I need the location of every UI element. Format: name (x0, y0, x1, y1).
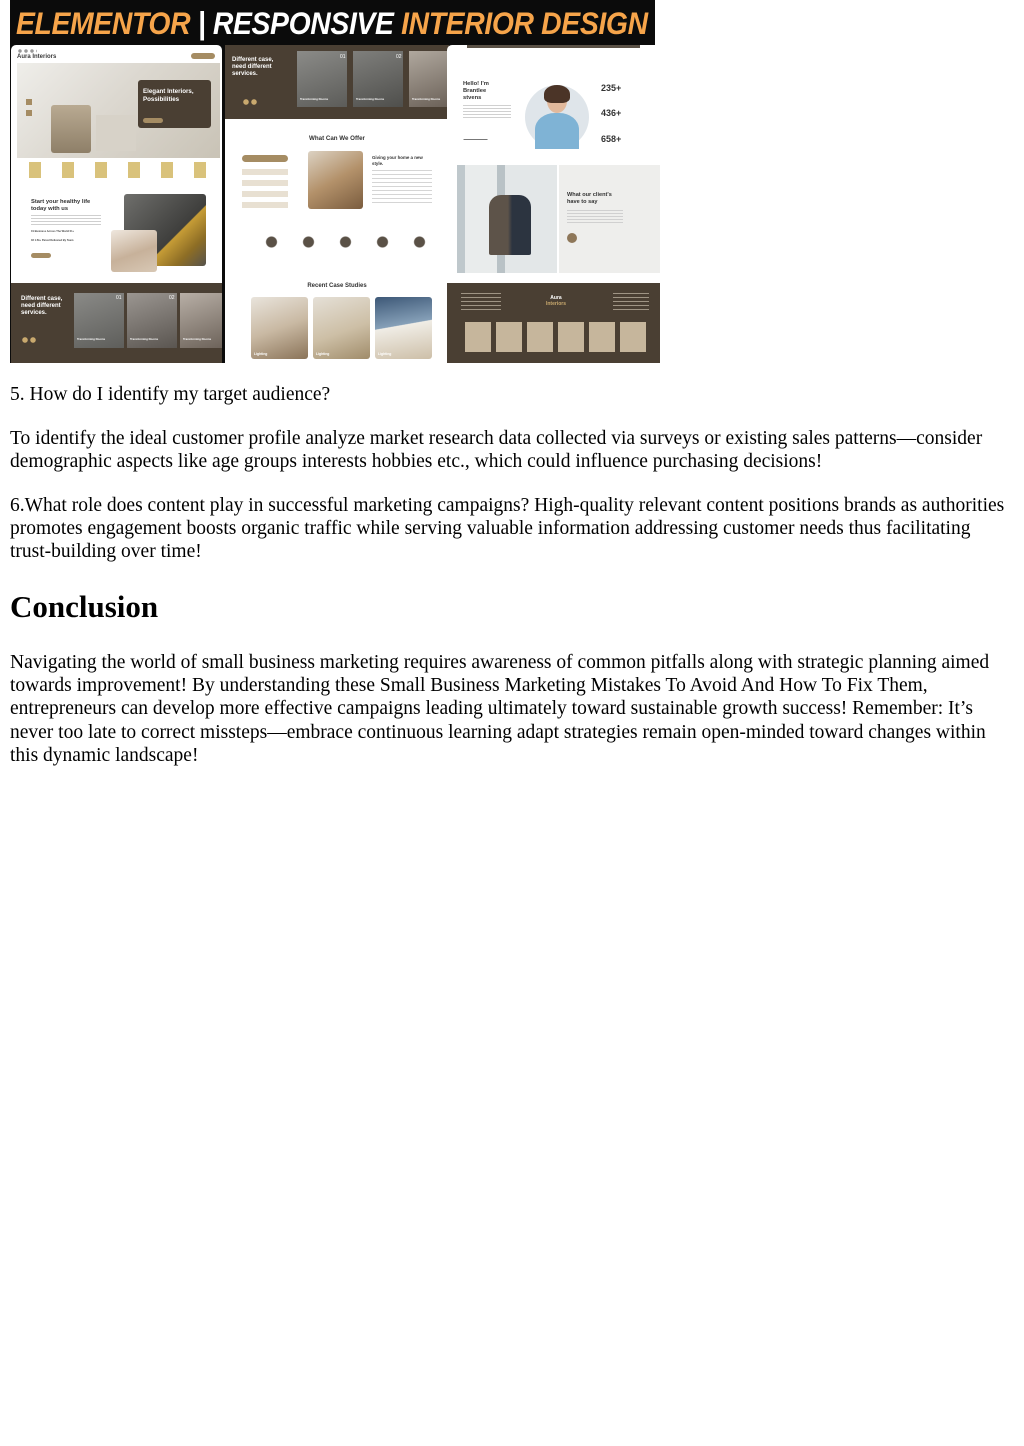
mock-hero-title-2: Possibilities (143, 96, 180, 103)
right-stat-1: 235+ (601, 83, 622, 93)
mock-card-label-2: Transforming Rooms (130, 337, 159, 341)
mid-services-dots (242, 99, 258, 105)
mock-stat-1: 01 Business Across The World 01+ (31, 230, 75, 233)
mid-card-number-1: 01 (340, 54, 346, 60)
mock-hero-table (96, 115, 136, 151)
conclusion-heading: Conclusion (10, 589, 159, 624)
question-5: 5. How do I identify my target audience? (10, 384, 331, 405)
mid-case-label-2: Lighting (316, 352, 330, 356)
mid-case-label-3: Lighting (378, 352, 392, 356)
mock-hero-arrow-left (26, 99, 32, 105)
left-mockup (11, 45, 222, 363)
mid-card-number-2: 02 (396, 54, 402, 60)
right-portrait-hair (544, 85, 570, 103)
mock-section-title-2: today with us (31, 206, 69, 212)
right-testimonial-1: What our client's (567, 192, 612, 198)
right-testimonial-text (567, 210, 623, 224)
headline-interior-design: INTERIOR DESIGN (401, 5, 648, 41)
middle-mockup (225, 45, 449, 363)
right-hello-1: Hello! I'm (463, 81, 489, 87)
mock-logo-row (29, 162, 209, 178)
mid-case-label-1: Lighting (254, 352, 268, 356)
mock-hero-button (143, 118, 163, 123)
banner-headline (16, 3, 782, 43)
banner-image (10, 0, 782, 363)
mock-brand: Aura Interiors (17, 54, 57, 60)
right-footer-gallery (465, 322, 651, 352)
mid-awards-row (253, 233, 429, 251)
right-testimonial-avatar (567, 233, 577, 243)
right-hello-text (463, 105, 511, 119)
headline-elementor: ELEMENTOR (16, 5, 191, 41)
mid-offer-photo (308, 151, 363, 209)
mock-hero-arrow-right (26, 110, 32, 116)
right-office-people (489, 195, 531, 255)
browser-dots (17, 49, 37, 53)
mid-offer-title: What Can We Offer (309, 135, 365, 142)
mock-section-button (31, 253, 51, 258)
right-footer-links-left (461, 293, 501, 313)
mock-services-dots (21, 337, 37, 343)
mid-case-photo-2 (313, 297, 370, 359)
mid-case-title: Recent Case Studies (307, 283, 367, 289)
mid-services-2: need different (232, 64, 272, 70)
right-footer-brand-1: Aura (550, 295, 562, 301)
mid-offer-tab-active (242, 155, 288, 162)
right-top-strip (467, 45, 640, 48)
right-stat-2: 436+ (601, 108, 622, 118)
mid-offer-tabs (242, 166, 288, 208)
mid-offer-list (372, 170, 432, 206)
question-6: 6.What role does content play in successful marketing campaigns? High-quality relevant content positions brands as authorities promotes engagement boosts organic traffic while serving valuable information addressing customer needs thus facilitating trust-building over time! (10, 495, 1005, 563)
right-footer-links-right (613, 293, 649, 313)
mid-offer-sub-1: Giving your home a new (372, 155, 423, 160)
mid-card-label-1: Transforming Rooms (300, 97, 329, 101)
mock-section-title-1: Start your healthy life (31, 199, 91, 205)
mock-card-number-2: 02 (169, 295, 175, 301)
mid-card-label-3: Transforming Rooms (412, 97, 441, 101)
mid-case-photo-1 (251, 297, 308, 359)
answer-5: To identify the ideal customer profile analyze market research data collected via surveys or existing sales patterns—consider demographic aspects like age groups interests hobbies etc., which could influence purchasing decisions! (10, 428, 983, 473)
mock-hero-title-1: Elegant Interiors, (143, 88, 194, 95)
mock-card-label-1: Transforming Rooms (77, 337, 106, 341)
mock-services-3: services. (21, 310, 47, 316)
mid-services-1: Different case, (232, 57, 274, 63)
mock-stat-2: 02 1.5k+ Parcel Delivered By Team (31, 239, 74, 242)
mock-card-label-3: Transforming Rooms (183, 337, 212, 341)
right-stat-3: 658+ (601, 134, 622, 144)
right-hello-2: Brantlee (463, 88, 487, 94)
mid-offer-sub-2: style. (372, 161, 384, 166)
right-signature (463, 131, 490, 140)
mock-section-photo-small (111, 230, 157, 272)
mock-nav-button (191, 53, 215, 59)
mock-section-text (31, 215, 101, 227)
right-portrait-body (535, 113, 579, 149)
mock-services-2: need different (21, 303, 61, 309)
mid-services-3: services. (232, 71, 258, 77)
mid-card-label-2: Transforming Rooms (356, 97, 385, 101)
headline-responsive: | RESPONSIVE (190, 5, 402, 41)
right-testimonial-2: have to say (567, 199, 598, 205)
headline-website: WEBSITE (647, 5, 782, 41)
mock-hero-chair (51, 105, 91, 153)
conclusion-body: Navigating the world of small business marketing requires awareness of common pitfalls along with strategic planning aimed towards improvement! By understanding these Small Business Marketing Mistakes To Avoid And How To Fix Them, entrepreneurs can develop more effective campaigns leading ultimately toward sustainable growth success! Remember: It’s never too late to correct missteps—embrace continuous learning adapt strategies remain open-minded toward changes within this dynamic landscape! (10, 652, 990, 766)
mock-services-1: Different case, (21, 296, 63, 302)
mock-card-number-1: 01 (116, 295, 122, 301)
mid-case-photo-3 (375, 297, 432, 359)
right-mockup (447, 45, 660, 363)
right-footer-brand-2: Interiors (545, 301, 566, 307)
right-hello-3: stvens (463, 95, 482, 101)
